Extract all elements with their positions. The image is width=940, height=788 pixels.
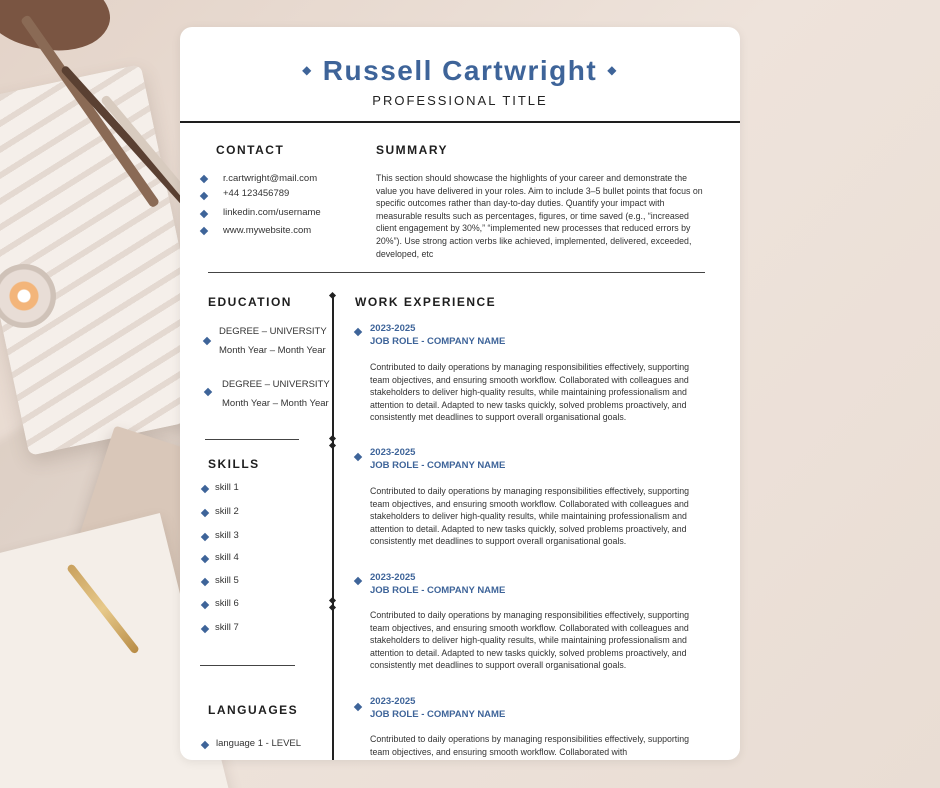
languages-heading: LANGUAGES: [208, 703, 299, 717]
job-role: JOB ROLE - COMPANY NAME: [370, 709, 506, 720]
bullet-diamond-icon: [354, 577, 362, 585]
section-divider: [200, 665, 295, 666]
skill-item: skill 6: [215, 598, 239, 609]
contact-website: www.mywebsite.com: [223, 225, 312, 236]
job-description: Contributed to daily operations by managing responsibilities effectively, supporting team objectives, and ensuring smooth workflow. Collaborated with colleagues and stakeholders to deliver high-quality results, while maintaining professionalism and attention to detail. Adapted to new tasks quickly, solved problems proactively, and consistently met deadlines to support overall organisational goals.: [370, 486, 689, 547]
professional-title: PROFESSIONAL TITLE: [372, 93, 548, 108]
diamond-icon: ◆: [607, 62, 618, 77]
bullet-diamond-icon: [204, 388, 212, 396]
education-degree: DEGREE – UNIVERSITY: [222, 379, 330, 390]
job-dates: 2023-2025: [370, 696, 416, 707]
timeline-line: [332, 295, 334, 760]
diamond-icon: ◆: [302, 62, 313, 77]
bullet-diamond-icon: [200, 192, 208, 200]
bullet-diamond-icon: [201, 533, 209, 541]
job-description: Contributed to daily operations by managing responsibilities effectively, supporting team objectives, and ensuring smooth workflow. Collaborated with: [370, 734, 689, 757]
contact-email: r.cartwright@mail.com: [223, 173, 318, 184]
bullet-diamond-icon: [200, 210, 208, 218]
education-dates: Month Year – Month Year: [219, 345, 326, 356]
resume-sheet: [180, 27, 740, 760]
skills-heading: SKILLS: [208, 457, 260, 471]
skill-item: skill 4: [215, 552, 239, 563]
skill-item: skill 7: [215, 622, 239, 633]
job-description: Contributed to daily operations by managing responsibilities effectively, supporting team objectives, and ensuring smooth workflow. Collaborated with colleagues and stakeholders to deliver high-quality results, while maintaining professionalism and attention to detail. Adapted to new tasks quickly, solved problems proactively, and consistently met deadlines to support overall organisational goals.: [370, 362, 689, 423]
education-heading: EDUCATION: [208, 295, 292, 309]
job-description: Contributed to daily operations by managing responsibilities effectively, supporting team objectives, and ensuring smooth workflow. Collaborated with colleagues and stakeholders to deliver high-quality results, while maintaining professionalism and attention to detail. Adapted to new tasks quickly, solved problems proactively, and consistently met deadlines to support overall organisational goals.: [370, 610, 689, 671]
bullet-diamond-icon: [201, 485, 209, 493]
bullet-diamond-icon: [200, 175, 208, 183]
bullet-diamond-icon: [201, 625, 209, 633]
bullet-diamond-icon: [354, 453, 362, 461]
skill-item: skill 1: [215, 482, 239, 493]
section-divider: [208, 272, 705, 273]
timeline-knot: [329, 292, 336, 299]
section-divider: [205, 439, 299, 440]
summary-text: This section should showcase the highlights of your career and demonstrate the value you have delivered in your roles. Aim to include 3–5 bullet points that focus on specific outcomes rather than day-to-day duties. Quantify your impact with measurable results such as percentages, figures, or time saved (e.g., “increased client engagement by 30%,” “implemented new processes that reduced errors by 20%”). Use strong action verbs like achieved, implemented, delivered, exceeded, developed, etc: [376, 173, 703, 259]
bullet-diamond-icon: [201, 555, 209, 563]
skill-item: skill 5: [215, 575, 239, 586]
bullet-diamond-icon: [203, 337, 211, 345]
bullet-diamond-icon: [201, 741, 209, 749]
job-role: JOB ROLE - COMPANY NAME: [370, 460, 506, 471]
header-divider: [180, 121, 740, 123]
skill-item: skill 2: [215, 506, 239, 517]
timeline-knot: [329, 442, 336, 449]
job-dates: 2023-2025: [370, 447, 416, 458]
name-header: [180, 55, 740, 87]
bullet-diamond-icon: [200, 227, 208, 235]
job-role: JOB ROLE - COMPANY NAME: [370, 336, 506, 347]
education-dates: Month Year – Month Year: [222, 398, 329, 409]
bullet-diamond-icon: [201, 601, 209, 609]
job-role: JOB ROLE - COMPANY NAME: [370, 585, 506, 596]
language-item: language 1 - LEVEL: [216, 738, 302, 749]
job-dates: 2023-2025: [370, 323, 416, 334]
bullet-diamond-icon: [354, 328, 362, 336]
bullet-diamond-icon: [201, 578, 209, 586]
summary-heading: SUMMARY: [376, 143, 449, 157]
contact-linkedin: linkedin.com/username: [223, 207, 321, 218]
contact-heading: CONTACT: [216, 143, 285, 157]
bullet-diamond-icon: [354, 703, 362, 711]
timeline-knot: [329, 604, 336, 611]
contact-phone: +44 123456789: [223, 188, 290, 199]
education-degree: DEGREE – UNIVERSITY: [219, 326, 327, 337]
work-experience-heading: WORK EXPERIENCE: [355, 295, 497, 309]
skill-item: skill 3: [215, 530, 239, 541]
job-dates: 2023-2025: [370, 572, 416, 583]
bullet-diamond-icon: [201, 509, 209, 517]
candidate-name: Russell Cartwright: [322, 55, 598, 86]
